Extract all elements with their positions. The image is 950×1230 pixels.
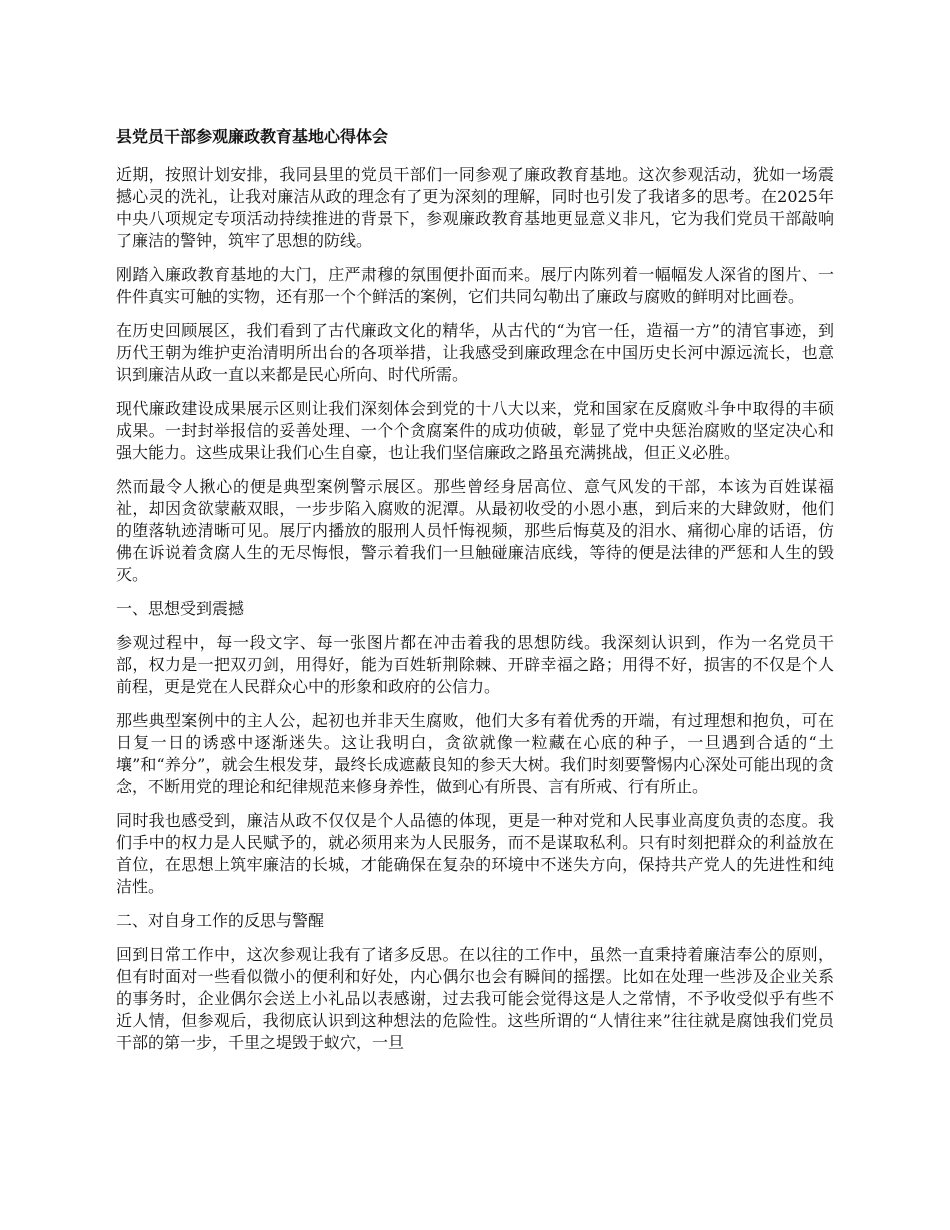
paragraph-entrance: 刚踏入廉政教育基地的大门，庄严肃穆的氛围便扑面而来。展厅内陈列着一幅幅发人深省的图片、一件件真实可触的实物，还有那一个个鲜活的案例，它们共同勾勒出了廉政与腐败的鲜明对比画卷。 xyxy=(116,265,834,306)
section-heading-1: 一、思想受到震撼 xyxy=(116,599,245,618)
paragraph-greed-seed: 那些典型案例中的主人公，起初也并非天生腐败，他们大多有着优秀的开端，有过理想和抱负，可在日复一日的诱惑中逐渐迷失。这让我明白，贪欲就像一粒藏在心底的种子，一旦遇到合适的“土壤”和“养分”，就会生根发芽，最终长成遮蔽良知的参天大树。我们时刻要警惕内心深处可能出现的贪念，不断用党的理论和纪律规范来修身养性，做到心有所畏、言有所戒、行有所止。 xyxy=(116,711,834,796)
paragraph-warning-cases: 然而最令人揪心的便是典型案例警示展区。那些曾经身居高位、意气风发的干部，本该为百姓谋福祉，却因贪欲蒙蔽双眼，一步步陷入腐败的泥潭。从最初收受的小恩小惠，到后来的大肆敛财，他们的堕落轨迹清晰可见。展厅内播放的服刑人员忏悔视频，那些后悔莫及的泪水、痛彻心扉的话语，仿佛在诉说着贪腐人生的无尽悔恨，警示着我们一旦触碰廉洁底线，等待的便是法律的严惩和人生的毁灭。 xyxy=(116,477,834,584)
paragraph-self-reflection: 回到日常工作中，这次参观让我有了诸多反思。在以往的工作中，虽然一直秉持着廉洁奉公的原则，但有时面对一些看似微小的便利和好处，内心偶尔也会有瞬间的摇摆。比如在处理一些涉及企业关系的事务时，企业偶尔会送上小礼品以表感谢，过去我可能会觉得这是人之常情，不予收受似乎有些不近人情，但参观后，我彻底认识到这种想法的危险性。这些所谓的“人情往来”往往就是腐蚀我们党员干部的第一步，千里之堤毁于蚁穴，一旦 xyxy=(116,945,834,1052)
section-heading-2: 二、对自身工作的反思与警醒 xyxy=(116,911,325,930)
paragraph-modern-achievements: 现代廉政建设成果展示区则让我们深刻体会到党的十八大以来，党和国家在反腐败斗争中取得的丰硕成果。一封封举报信的妥善处理、一个个贪腐案件的成功侦破，彰显了党中央惩治腐败的坚定决心和强大能力。这些成果让我们心生自豪，也让我们坚信廉政之路虽充满挑战，但正义必胜。 xyxy=(116,399,834,462)
paragraph-intro: 近期，按照计划安排，我同县里的党员干部们一同参观了廉政教育基地。这次参观活动，犹如一场震撼心灵的洗礼，让我对廉洁从政的理念有了更为深刻的理解，同时也引发了我诸多的思考。在2025年中央八项规定专项活动持续推进的背景下，参观廉政教育基地更显意义非凡，它为我们党员干部敲响了廉洁的警钟，筑牢了思想的防线。 xyxy=(116,165,834,250)
paragraph-power-double-edged: 参观过程中，每一段文字、每一张图片都在冲击着我的思想防线。我深刻认识到，作为一名党员干部，权力是一把双刃剑，用得好，能为百姓斩荆除棘、开辟幸福之路；用得不好，损害的不仅是个人前程，更是党在人民群众心中的形象和政府的公信力。 xyxy=(116,633,834,696)
document-title: 县党员干部参观廉政教育基地心得体会 xyxy=(116,127,389,146)
paragraph-history-area: 在历史回顾展区，我们看到了古代廉政文化的精华，从古代的“为官一任，造福一方”的清官事迹，到历代王朝为维护吏治清明所出台的各项举措，让我感受到廉政理念在中国历史长河中源远流长，也意识到廉洁从政一直以来都是民心所向、时代所需。 xyxy=(116,321,834,384)
paragraph-integrity-attitude: 同时我也感受到，廉洁从政不仅仅是个人品德的体现，更是一种对党和人民事业高度负责的态度。我们手中的权力是人民赋予的，就必须用来为人民服务，而不是谋取私利。只有时刻把群众的利益放在首位，在思想上筑牢廉洁的长城，才能确保在复杂的环境中不迷失方向，保持共产党人的先进性和纯洁性。 xyxy=(116,811,834,896)
